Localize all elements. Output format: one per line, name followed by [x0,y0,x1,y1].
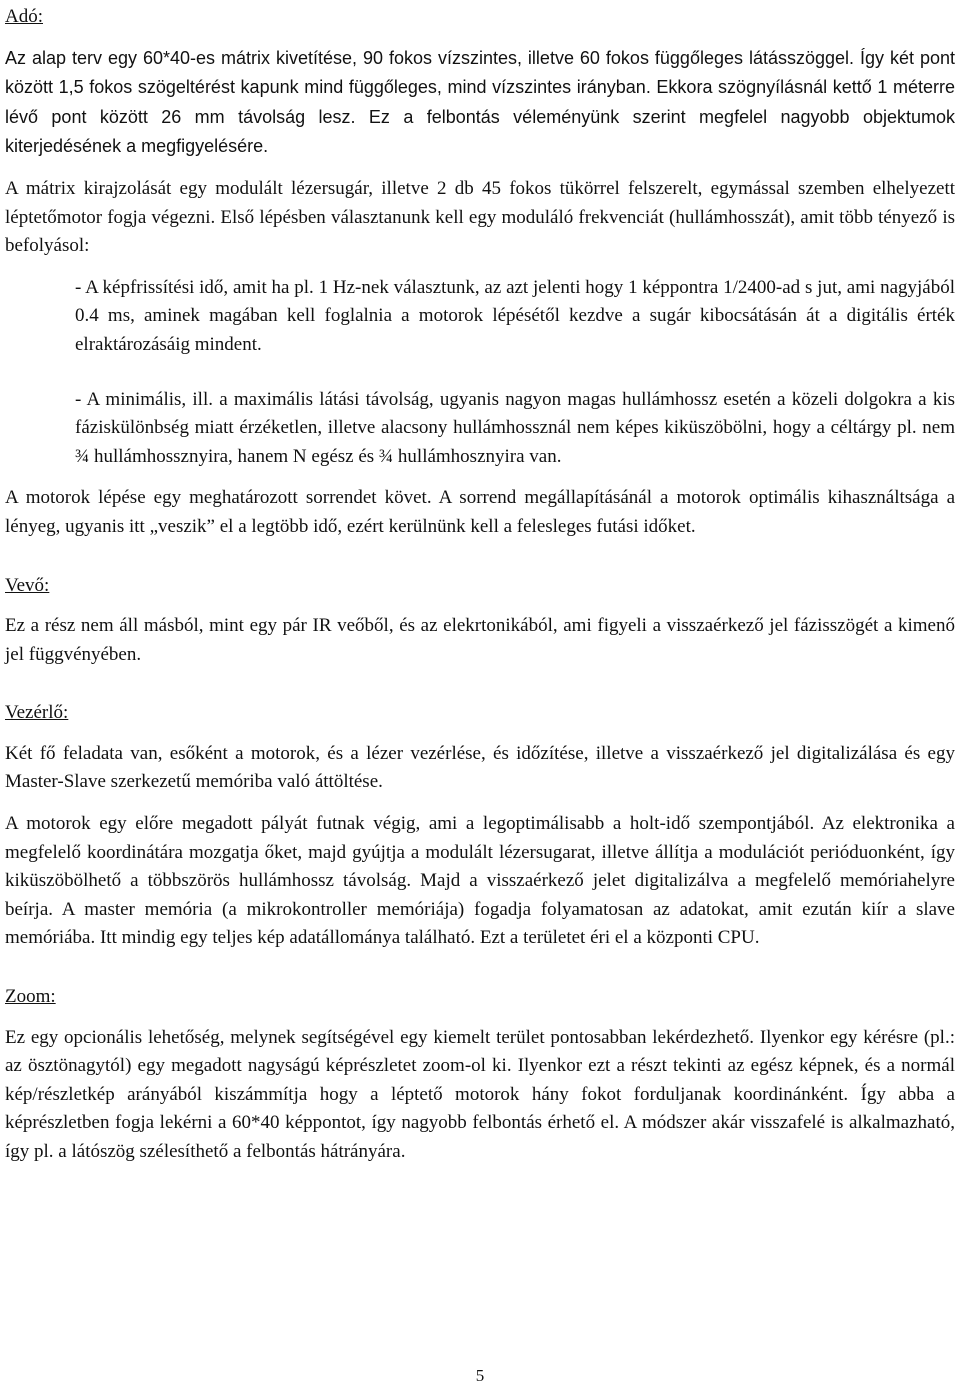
paragraph-ado-1 [5,44,955,162]
section-heading-ado: Adó: [5,6,43,27]
paragraph-ado-1-part-b: Ez a felbontás véleményünk szerint megfelel nagyobb objektumok kiterjedésének a megfigyelésére. [5,106,955,157]
section-heading-zoom: Zoom: [5,986,56,1008]
list-item-refresh-time: - A képfrissítési idő, amit ha pl. 1 Hz-nek választunk, az azt jelenti hogy 1 képpontra 1/2400-ad s jut, ami nagyjából 0.4 ms, aminek magában kell foglalnia a motorok lépésétől kezdve a sugár kibocsátásán át a digitális érték elraktározásáig mindent. [75,276,955,355]
paragraph-zoom-1: Ez egy opcionális lehetőség, melynek segítségével egy kiemelt terület pontosabban lekérdezhető. Ilyenkor egy kérésre (pl.: az ösztönagytól) egy megadott nagyságú képrészletet zoom-ol ki. Ilyenkor ezt a részt tekinti az egész képnek, és a normál kép/részletkép arányából kiszámmítja hogy a léptető motorok hány fokot forduljanak koordinánként. Így abba a képrészletben fogja lekérni a 60*40 képpontot, így nagyobb felbontás érhető el. A módszer akár visszafelé is alkalmazható, így pl. a látószög szélesíthető a felbontás hátrányára. [5,1026,955,1162]
paragraph-vezerlo-1: Két fő feladata van, esőként a motorok, és a lézer vezérlése, és időzítése, illetve a visszaérkező jel digitalizálása és egy Master-Slave szerkezetű memóriba való áttöltése. [5,742,955,793]
paragraph-ado-3: A motorok lépése egy meghatározott sorrendet követ. A sorrend megállapításánál a motorok optimális kihasználtsága a lényeg, ugyanis itt „veszik” el a legtöbb idő, ezért kerülnünk kell a felesleges futási időket. [5,487,955,537]
paragraph-vezerlo-2: A motorok egy előre megadott pályát futnak végig, ami a legoptimálisabb a holt-idő szempontjából. Az elektronika a megfelelő koordinátára mozgatja őket, majd gyújtja a modulált lézersugarat, illetve állítja a modulációt perióduonként, így kiküszöbölhető a többszörös hullámhossz távolság. Majd a visszaérkező jelet digitalizálva a megfelelő memóriahelyre beírja. A master memória (a mikrokontroller memóriája) fogadja folyamatosan az adatokat, amit ezután kiír a slave memóriába. Itt mindig egy teljes kép adatállománya található. Ezt a területet éri el a központi CPU. [5,813,955,949]
paragraph-vevo-1: Ez a rész nem áll másból, mint egy pár IR veőből, és az elekrtonikából, ami figyeli a visszaérkező jel fázisszögét a kimenő jel függvényében. [5,615,955,665]
paragraph-ado-2: A mátrix kirajzolását egy modulált lézersugár, illetve 2 db 45 fokos tükörrel felszerelt, egymással szemben elhelyezett léptetőmotor fogja végezni. Első lépésben választanunk kell egy moduláló frekvenciát (hullámhosszát), amit több tényező is befolyásol: [5,177,955,257]
section-heading-vezerlo: Vezérlő: [5,702,69,724]
list-item-distance: - A minimális, ill. a maximális látási távolság, ugyanis nagyon magas hullámhossz esetén a közeli dolgokra a kis fáziskülönbség miatt érzéketlen, illetve alacsony hullámhossznál nem képes kiküszöbölni, hogy a céltárgy pl. nem ¾ hullámhossznyira, hanem N egész és ¾ hullámhosznyira van. [75,388,955,467]
document-body [5,3,955,1180]
section-heading-vevo: Vevő: [5,574,50,596]
paragraph-ado-1-part-a: Az alap terv egy 60*40-es mátrix kivetítése, 90 fokos vízszintes, illetve 60 fokos függőleges látásszöggel. Így két pont között 1,5 fokos szögeltérést kapunk mind függőleges, mind vízszintes irányban. Ekkora szögnyílásnál kettő 1 méterre lévő pont között 26 mm távolság lesz. [5,47,955,127]
page-number: 5 [475,1366,485,1385]
